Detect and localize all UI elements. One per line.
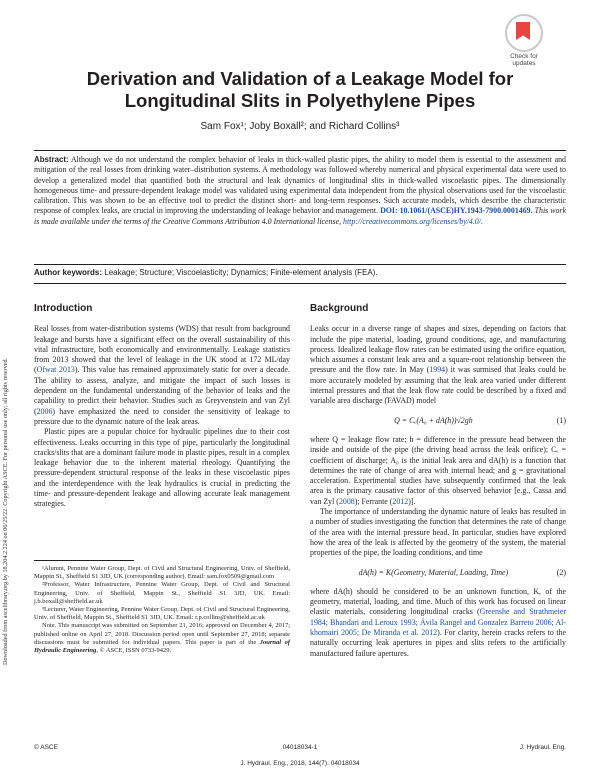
check-for-updates-icon [505, 14, 543, 52]
keywords-bottom-divider [34, 283, 566, 284]
intro-paragraph-1: Real losses from water-distribution systems (WDS) that result from background leakage and bursts have a significant effect on the overall sustainability of this vital infrastructure, both economically and environmentally. Leakage statistics from 2013 showed that the level of leakage in the UK stood at 172 ML/day (Ofwat 2013). This value has remained approximately static for over a decade. The ability to assess, analyze, and mitigate the impact of such losses is dependent on the fundamental understanding of the behavior of leaks and the capability to predict their behavior. Studies such as Greyvenstein and van Zyl (2006) have emphasized the need to consider the sensitivity of leakage to pressure due to the dynamic nature of the leak areas. [34, 324, 290, 426]
doi-link[interactable]: DOI: 10.1061/(ASCE)HY.1943-7900.0001469. [380, 206, 533, 216]
background-paragraph-2: where Q = leakage flow rate; h = difference in the pressure head between the inside and outside of the pipe (the driving head across the leak orifice); Cₑ = coefficient of discharge; A₀ is the initial leak area and dA(h) is a function that determines the rate of change of area with internal head; and g = gravitational acceleration. Experimental studies have subsequently confirmed that the leak area is the primary causative factor of this observed behavior [e.g., Cassa and van Zyl (2008); Ferrante (2012)]. [310, 434, 566, 506]
background-paragraph-4: where dA(h) should be considered to be an unknown function, K, of the geometry, material, loading, and time. Much of this work has focused on linear elastic materials, considering longitudinal cracks (Greenshe and Strathmeier 1984; Bhandari and Leroux 1993; Ávila Rangel and Gonzalez Barreto 2006; Al-khomairi 2005; De Miranda et al. 2012). For clarity, herein cracks refers to the naturally occurring leak apertures in pipes and slits refers to the artificially manufactured failure apertures. [310, 586, 567, 658]
license-text: This work is made available under the terms of the Creative Commons Attribution 4.0 International license, [34, 206, 566, 226]
footer-journal: J. Hydraul. Eng. [519, 744, 566, 751]
paper-title: Derivation and Validation of a Leakage Model for Longitudinal Slits in Polyethylene Pipes [86, 68, 514, 111]
badge-text [498, 53, 550, 67]
cite-may[interactable]: 1994 [429, 365, 446, 375]
footer-citation: J. Hydraul. Eng., 2018, 144(7): 04018034 [240, 760, 360, 767]
cite-crack-studies[interactable]: Greenshe and Strathmeier 1984; Bhandari and Leroux 1993; Ávila Rangel and Gonzalez Barreto 2006; Al-khomairi 2005; De Miranda et al. 2012 [310, 607, 567, 638]
cite-ofwat[interactable]: Ofwat 2013 [36, 365, 75, 375]
download-watermark-text: Downloaded from ascelibrary.org by 18.204.2.224 on 06/25/22. Copyright ASCE. For personal use only; all rights reserved. [2, 357, 9, 665]
abstract-text: Although we do not understand the complex behavior of leaks in thick-walled plastic pipes, the ability to model them is essential to the assessment and mitigation of the real losses from drinking water–distribution systems. A methodology was followed whereby numerical and physical experimental data were used to develop a generalized model that quantified both the structural and leak dynamics of longitudinal slits in thick-walled viscoelastic pipes. The dimensionally homogeneous time- and pressure-dependent leakage model was validated using experimental data independent from the physical observations used for the viscoelastic calibration. This was shown to be an effective tool to predict the distinct short- and long-term responses. Such accurate models, which describe the characteristic response of complex leaks, are crucial in improving the understanding of leakage behavior and management. [34, 155, 566, 216]
intro-paragraph-2: Plastic pipes are a popular choice for hydraulic pipelines due to their cost effectiveness. Leaks occurring in this type of pipe, particularly the longitudinal cracks/slits that are a dominant failure mode in plastic pipes, result in a complex leakage behavior due to the inherent material rheology. Quantifying the pressure-dependent structural response of the leaks in these viscoelastic pipes and the interdependence with the leak hydraulics is crucial in predicting the time- and pressure-dependent leakage and allowing accurate leak management strategies. [34, 427, 290, 509]
check-for-updates-badge[interactable] [498, 14, 550, 72]
keywords-top-divider [34, 264, 566, 265]
equation-2-number: (2) [556, 567, 566, 577]
download-watermark [2, 105, 12, 665]
background-column [310, 304, 566, 659]
equation-1-number: (1) [556, 415, 566, 425]
equation-1 [310, 416, 566, 426]
manuscript-note: Note. This manuscript was submitted on September 21, 2016; approved on December 4, 2017; published online on April 27, 2018. Discussion period open until September 27, 2018; separate discussions must be submitted for individual papers. This paper is part of the Journal of Hydraulic Engineering, © ASCE, ISSN 0733-9429. [34, 622, 290, 655]
footnote-2: ²Professor, Water Infrastructure, Pennine Water Group, Dept. of Civil and Structural Engineering, Univ. of Sheffield, Mappin St., Sheffield S1 3JD, UK. Email: j.b.boxall@sheffield.ac.uk [34, 581, 290, 605]
abstract [34, 155, 566, 227]
background-heading: Background [310, 303, 369, 314]
footnote-3: ³Lecturer, Water Engineering, Pennine Water Group, Dept. of Civil and Structural Engineering, Univ. of Sheffield, Mappin St., Sheffield S1 3JD, UK. Email: r.p.collins@sheffield.ac.uk [34, 606, 290, 622]
keywords [34, 268, 566, 277]
introduction-heading: Introduction [34, 303, 93, 314]
background-paragraph-3: The importance of understanding the dynamic nature of leaks has resulted in a number of studies investigating the function that determines the rate of change of the area with the internal pressure head. In particular, studies have explored how the area of the leak is affected by the geometry of the system, the material properties of the pipe, the loading conditions, and time [310, 507, 566, 558]
cite-cassa[interactable]: 2008 [338, 496, 355, 506]
license-link[interactable]: http://creativecommons.org/licenses/by/4.0/. [343, 216, 483, 226]
footnotes [34, 565, 290, 655]
cite-ferrante[interactable]: 2012 [392, 496, 409, 506]
equation-2 [310, 568, 566, 578]
footnote-1: ¹Alumni, Pennine Water Group, Dept. of Civil and Structural Engineering, Univ. of Sheffield, Mappin St., Sheffield S1 3JD, UK (corresponding author). Email: sam.fox0509@gmail.com [34, 565, 290, 581]
keywords-text: Leakage; Structure; Viscoelasticity; Dynamics; Finite-element analysis (FEA). [104, 268, 378, 277]
footnote-divider [34, 560, 134, 561]
top-divider [34, 150, 566, 151]
cite-greyvenstein[interactable]: 2006 [36, 406, 53, 416]
author-list: Sam Fox¹; Joby Boxall²; and Richard Collins³ [200, 121, 400, 132]
footer-page-id: 04018034-1 [282, 744, 318, 751]
background-paragraph-1: Leaks occur in a diverse range of shapes and sizes, depending on factors that include the pipe material, loading, ground conditions, age, and manufacturing process. Idealized leakage flow rates can be estimated using the orifice equation, which assumes a constant leak area and a square-root relationship between the pressure and the flow rate. In May (1994) it was surmised that leaks could be more accurately modeled by assuming that the leak area varied under different internal pressures and that the leak flow rate could be described by a fixed and variable area discharge (FAVAD) model [310, 324, 567, 406]
abstract-label: Abstract: [34, 155, 69, 164]
footer-copyright: © ASCE [34, 744, 58, 751]
equation-2-body: dA(h) = K(Geometry, Material, Loading, Time) [358, 567, 509, 577]
introduction-column [34, 304, 290, 510]
keywords-label: Author keywords: [34, 268, 103, 277]
badge-line1: Check for [510, 53, 538, 60]
equation-1-body: Q = Cₑ(A₀ + dA(h))√2gh [394, 415, 473, 425]
journal-name: Journal of Hydraulic Engineering [34, 638, 290, 655]
badge-line2: updates [512, 60, 536, 67]
